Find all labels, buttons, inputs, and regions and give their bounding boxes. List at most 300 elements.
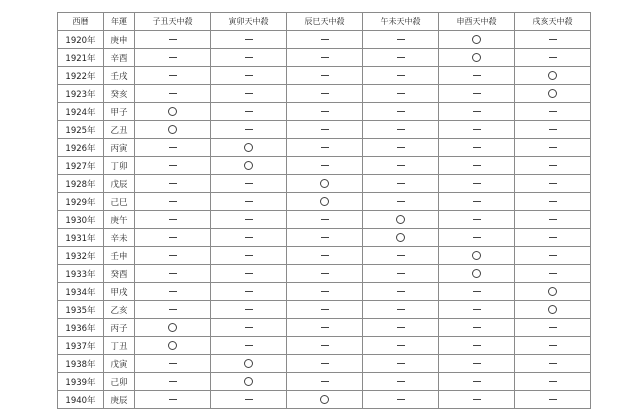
dash-mark-icon	[549, 273, 557, 274]
mark-cell	[287, 319, 363, 337]
mark-cell	[211, 31, 287, 49]
dash-mark-icon	[321, 75, 329, 76]
dash-mark-icon	[321, 237, 329, 238]
dash-mark-icon	[473, 147, 481, 148]
dash-mark-icon	[397, 75, 405, 76]
mark-cell	[515, 283, 591, 301]
dash-mark-icon	[549, 201, 557, 202]
table-row	[58, 301, 591, 319]
table-row	[58, 247, 591, 265]
dash-mark-icon	[245, 39, 253, 40]
mark-cell	[135, 31, 211, 49]
mark-cell	[439, 49, 515, 67]
year-cell: 1921年	[58, 49, 104, 67]
year-cell: 1922年	[58, 67, 104, 85]
year-cell: 1936年	[58, 319, 104, 337]
eto-cell: 壬申	[104, 247, 135, 265]
dash-mark-icon	[321, 291, 329, 292]
dash-mark-icon	[245, 237, 253, 238]
mark-cell	[363, 85, 439, 103]
mark-cell	[211, 301, 287, 319]
dash-mark-icon	[473, 75, 481, 76]
dash-mark-icon	[549, 381, 557, 382]
mark-cell	[135, 85, 211, 103]
dash-mark-icon	[169, 273, 177, 274]
eto-cell: 庚申	[104, 31, 135, 49]
table-row	[58, 319, 591, 337]
mark-cell	[363, 31, 439, 49]
mark-cell	[363, 67, 439, 85]
dash-mark-icon	[397, 39, 405, 40]
mark-cell	[363, 301, 439, 319]
mark-cell	[439, 229, 515, 247]
mark-cell	[363, 229, 439, 247]
mark-cell	[135, 391, 211, 409]
mark-cell	[363, 175, 439, 193]
dash-mark-icon	[169, 75, 177, 76]
eto-cell: 丁卯	[104, 157, 135, 175]
mark-cell	[135, 67, 211, 85]
mark-cell	[135, 175, 211, 193]
year-cell: 1925年	[58, 121, 104, 139]
table-row	[58, 193, 591, 211]
year-cell: 1930年	[58, 211, 104, 229]
circle-mark-icon	[168, 341, 177, 350]
dash-mark-icon	[321, 165, 329, 166]
mark-cell	[439, 175, 515, 193]
mark-cell	[211, 211, 287, 229]
mark-cell	[363, 373, 439, 391]
dash-mark-icon	[245, 129, 253, 130]
mark-cell	[515, 211, 591, 229]
mark-cell	[211, 85, 287, 103]
dash-mark-icon	[549, 183, 557, 184]
mark-cell	[287, 373, 363, 391]
dash-mark-icon	[245, 75, 253, 76]
dash-mark-icon	[397, 291, 405, 292]
dash-mark-icon	[473, 327, 481, 328]
mark-cell	[211, 355, 287, 373]
mark-cell	[439, 31, 515, 49]
mark-cell	[439, 121, 515, 139]
table-row	[58, 49, 591, 67]
mark-cell	[515, 121, 591, 139]
mark-cell	[287, 139, 363, 157]
mark-cell	[439, 139, 515, 157]
mark-cell	[135, 247, 211, 265]
mark-cell	[211, 391, 287, 409]
mark-cell	[211, 175, 287, 193]
dash-mark-icon	[397, 363, 405, 364]
mark-cell	[515, 85, 591, 103]
circle-mark-icon	[320, 197, 329, 206]
dash-mark-icon	[397, 165, 405, 166]
dash-mark-icon	[321, 93, 329, 94]
dash-mark-icon	[473, 381, 481, 382]
dash-mark-icon	[473, 165, 481, 166]
mark-cell	[439, 265, 515, 283]
mark-cell	[287, 211, 363, 229]
dash-mark-icon	[245, 273, 253, 274]
eto-cell: 壬戌	[104, 67, 135, 85]
year-cell: 1926年	[58, 139, 104, 157]
dash-mark-icon	[321, 309, 329, 310]
mark-cell	[515, 175, 591, 193]
dash-mark-icon	[245, 327, 253, 328]
mark-cell	[439, 355, 515, 373]
dash-mark-icon	[549, 327, 557, 328]
mark-cell	[439, 301, 515, 319]
dash-mark-icon	[321, 327, 329, 328]
dash-mark-icon	[245, 111, 253, 112]
dash-mark-icon	[473, 363, 481, 364]
mark-cell	[287, 265, 363, 283]
circle-mark-icon	[472, 269, 481, 278]
eto-cell: 癸亥	[104, 85, 135, 103]
dash-mark-icon	[473, 399, 481, 400]
mark-cell	[135, 265, 211, 283]
eto-cell: 乙亥	[104, 301, 135, 319]
dash-mark-icon	[473, 309, 481, 310]
mark-cell	[439, 319, 515, 337]
year-cell: 1923年	[58, 85, 104, 103]
table-row	[58, 373, 591, 391]
dash-mark-icon	[169, 147, 177, 148]
mark-cell	[439, 283, 515, 301]
circle-mark-icon	[168, 323, 177, 332]
dash-mark-icon	[321, 345, 329, 346]
dash-mark-icon	[397, 57, 405, 58]
eto-cell: 乙丑	[104, 121, 135, 139]
dash-mark-icon	[473, 183, 481, 184]
mark-cell	[135, 139, 211, 157]
year-cell: 1940年	[58, 391, 104, 409]
circle-mark-icon	[548, 71, 557, 80]
mark-cell	[287, 175, 363, 193]
mark-cell	[363, 49, 439, 67]
year-cell: 1924年	[58, 103, 104, 121]
dash-mark-icon	[245, 255, 253, 256]
mark-cell	[211, 139, 287, 157]
table-row	[58, 121, 591, 139]
mark-cell	[211, 67, 287, 85]
dash-mark-icon	[473, 237, 481, 238]
table-row	[58, 355, 591, 373]
mark-cell	[287, 337, 363, 355]
mark-cell	[439, 373, 515, 391]
mark-cell	[515, 157, 591, 175]
dash-mark-icon	[549, 219, 557, 220]
mark-cell	[439, 391, 515, 409]
year-cell: 1938年	[58, 355, 104, 373]
mark-cell	[135, 373, 211, 391]
mark-cell	[211, 319, 287, 337]
dash-mark-icon	[321, 129, 329, 130]
circle-mark-icon	[548, 305, 557, 314]
mark-cell	[439, 157, 515, 175]
eto-cell: 庚午	[104, 211, 135, 229]
mark-cell	[287, 391, 363, 409]
dash-mark-icon	[245, 201, 253, 202]
dash-mark-icon	[473, 201, 481, 202]
mark-cell	[211, 121, 287, 139]
circle-mark-icon	[320, 395, 329, 404]
mark-cell	[439, 211, 515, 229]
table-row	[58, 211, 591, 229]
dash-mark-icon	[245, 345, 253, 346]
circle-mark-icon	[244, 143, 253, 152]
table-row	[58, 283, 591, 301]
dash-mark-icon	[549, 57, 557, 58]
dash-mark-icon	[397, 147, 405, 148]
year-cell: 1932年	[58, 247, 104, 265]
dash-mark-icon	[549, 255, 557, 256]
circle-mark-icon	[244, 161, 253, 170]
mark-cell	[287, 103, 363, 121]
mark-cell	[211, 103, 287, 121]
mark-cell	[211, 193, 287, 211]
dash-mark-icon	[169, 309, 177, 310]
mark-cell	[287, 85, 363, 103]
dash-mark-icon	[169, 399, 177, 400]
dash-mark-icon	[549, 399, 557, 400]
year-cell: 1928年	[58, 175, 104, 193]
dash-mark-icon	[321, 57, 329, 58]
mark-cell	[515, 337, 591, 355]
mark-cell	[363, 103, 439, 121]
circle-mark-icon	[396, 233, 405, 242]
dash-mark-icon	[397, 381, 405, 382]
header-tora-u: 寅卯天中殺	[211, 13, 287, 31]
header-uma-hitsuji: 午未天中殺	[363, 13, 439, 31]
dash-mark-icon	[169, 201, 177, 202]
mark-cell	[211, 157, 287, 175]
mark-cell	[135, 103, 211, 121]
circle-mark-icon	[244, 377, 253, 386]
mark-cell	[135, 301, 211, 319]
dash-mark-icon	[169, 93, 177, 94]
dash-mark-icon	[245, 291, 253, 292]
mark-cell	[287, 157, 363, 175]
dash-mark-icon	[169, 255, 177, 256]
dash-mark-icon	[397, 201, 405, 202]
mark-cell	[135, 337, 211, 355]
dash-mark-icon	[245, 219, 253, 220]
year-cell: 1939年	[58, 373, 104, 391]
mark-cell	[135, 193, 211, 211]
dash-mark-icon	[473, 219, 481, 220]
mark-cell	[363, 319, 439, 337]
mark-cell	[287, 49, 363, 67]
mark-cell	[363, 121, 439, 139]
mark-cell	[515, 49, 591, 67]
circle-mark-icon	[396, 215, 405, 224]
mark-cell	[515, 139, 591, 157]
mark-cell	[515, 31, 591, 49]
mark-cell	[135, 229, 211, 247]
header-tatsu-mi: 辰巳天中殺	[287, 13, 363, 31]
mark-cell	[363, 157, 439, 175]
dash-mark-icon	[321, 273, 329, 274]
dash-mark-icon	[549, 111, 557, 112]
table-body	[58, 31, 591, 409]
eto-cell: 丙子	[104, 319, 135, 337]
header-inu-i: 戌亥天中殺	[515, 13, 591, 31]
mark-cell	[211, 229, 287, 247]
eto-cell: 己巳	[104, 193, 135, 211]
dash-mark-icon	[549, 129, 557, 130]
table-row	[58, 337, 591, 355]
dash-mark-icon	[321, 255, 329, 256]
dash-mark-icon	[245, 57, 253, 58]
mark-cell	[515, 103, 591, 121]
circle-mark-icon	[548, 287, 557, 296]
dash-mark-icon	[321, 381, 329, 382]
dash-mark-icon	[321, 219, 329, 220]
mark-cell	[515, 67, 591, 85]
eto-cell: 戊辰	[104, 175, 135, 193]
dash-mark-icon	[549, 345, 557, 346]
mark-cell	[287, 229, 363, 247]
year-cell: 1934年	[58, 283, 104, 301]
table-row	[58, 157, 591, 175]
dash-mark-icon	[245, 183, 253, 184]
table-row	[58, 67, 591, 85]
circle-mark-icon	[548, 89, 557, 98]
tenchusatsu-table	[57, 12, 591, 409]
dash-mark-icon	[169, 291, 177, 292]
dash-mark-icon	[245, 399, 253, 400]
header-annual-luck: 年運	[104, 13, 135, 31]
mark-cell	[515, 373, 591, 391]
eto-cell: 甲子	[104, 103, 135, 121]
mark-cell	[287, 121, 363, 139]
year-cell: 1933年	[58, 265, 104, 283]
table-row	[58, 391, 591, 409]
eto-cell: 丁丑	[104, 337, 135, 355]
mark-cell	[211, 373, 287, 391]
mark-cell	[363, 337, 439, 355]
mark-cell	[287, 31, 363, 49]
mark-cell	[439, 337, 515, 355]
dash-mark-icon	[549, 237, 557, 238]
dash-mark-icon	[473, 93, 481, 94]
mark-cell	[363, 391, 439, 409]
eto-cell: 戊寅	[104, 355, 135, 373]
eto-cell: 癸酉	[104, 265, 135, 283]
dash-mark-icon	[321, 363, 329, 364]
dash-mark-icon	[321, 111, 329, 112]
mark-cell	[515, 355, 591, 373]
year-cell: 1931年	[58, 229, 104, 247]
table-row	[58, 139, 591, 157]
dash-mark-icon	[549, 39, 557, 40]
mark-cell	[287, 283, 363, 301]
dash-mark-icon	[397, 309, 405, 310]
table-row	[58, 103, 591, 121]
mark-cell	[515, 391, 591, 409]
eto-cell: 辛酉	[104, 49, 135, 67]
mark-cell	[211, 337, 287, 355]
table-row	[58, 175, 591, 193]
mark-cell	[439, 193, 515, 211]
mark-cell	[211, 265, 287, 283]
mark-cell	[287, 193, 363, 211]
mark-cell	[363, 355, 439, 373]
table-row	[58, 85, 591, 103]
eto-cell: 己卯	[104, 373, 135, 391]
mark-cell	[515, 319, 591, 337]
eto-cell: 辛未	[104, 229, 135, 247]
mark-cell	[211, 283, 287, 301]
mark-cell	[515, 193, 591, 211]
mark-cell	[135, 355, 211, 373]
dash-mark-icon	[397, 399, 405, 400]
mark-cell	[515, 265, 591, 283]
header-year: 西暦	[58, 13, 104, 31]
dash-mark-icon	[169, 237, 177, 238]
table-header-row	[58, 13, 591, 31]
table-row	[58, 229, 591, 247]
mark-cell	[287, 301, 363, 319]
dash-mark-icon	[321, 147, 329, 148]
mark-cell	[287, 355, 363, 373]
dash-mark-icon	[549, 165, 557, 166]
mark-cell	[439, 85, 515, 103]
circle-mark-icon	[320, 179, 329, 188]
mark-cell	[515, 301, 591, 319]
dash-mark-icon	[473, 345, 481, 346]
mark-cell	[135, 283, 211, 301]
mark-cell	[135, 211, 211, 229]
header-ne-ushi: 子丑天中殺	[135, 13, 211, 31]
mark-cell	[515, 229, 591, 247]
dash-mark-icon	[473, 111, 481, 112]
dash-mark-icon	[397, 255, 405, 256]
dash-mark-icon	[473, 129, 481, 130]
mark-cell	[363, 265, 439, 283]
dash-mark-icon	[169, 381, 177, 382]
year-cell: 1935年	[58, 301, 104, 319]
mark-cell	[363, 193, 439, 211]
dash-mark-icon	[397, 111, 405, 112]
mark-cell	[211, 49, 287, 67]
mark-cell	[439, 67, 515, 85]
dash-mark-icon	[169, 165, 177, 166]
mark-cell	[515, 247, 591, 265]
mark-cell	[211, 247, 287, 265]
year-cell: 1937年	[58, 337, 104, 355]
dash-mark-icon	[549, 363, 557, 364]
dash-mark-icon	[321, 39, 329, 40]
dash-mark-icon	[169, 363, 177, 364]
circle-mark-icon	[244, 359, 253, 368]
mark-cell	[135, 121, 211, 139]
dash-mark-icon	[397, 273, 405, 274]
dash-mark-icon	[397, 129, 405, 130]
dash-mark-icon	[397, 345, 405, 346]
circle-mark-icon	[472, 251, 481, 260]
eto-cell: 丙寅	[104, 139, 135, 157]
circle-mark-icon	[168, 107, 177, 116]
dash-mark-icon	[169, 183, 177, 184]
table-row	[58, 31, 591, 49]
header-saru-tori: 申酉天中殺	[439, 13, 515, 31]
dash-mark-icon	[397, 93, 405, 94]
mark-cell	[135, 157, 211, 175]
dash-mark-icon	[549, 147, 557, 148]
table-row	[58, 265, 591, 283]
